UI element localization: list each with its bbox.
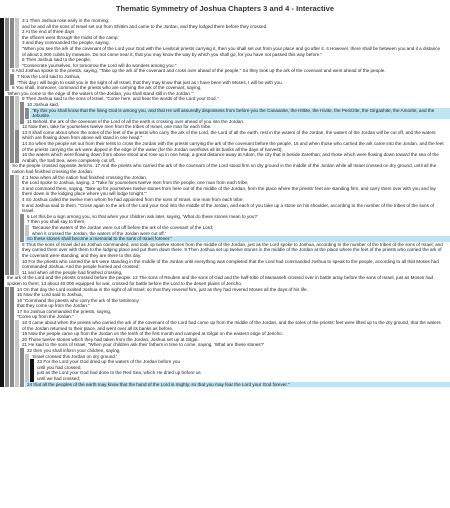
verse-row[interactable] [0, 141, 450, 152]
verse-text: 6 Let this be a sign among you, so that when your children ask later, saying, 'What do these stones mean to you?' [27, 213, 258, 219]
nesting-bar[interactable] [0, 242, 4, 259]
nesting-bar[interactable] [10, 141, 14, 152]
verse-text: 3:1 Then Joshua rose early in the morning; [22, 18, 110, 23]
nesting-bar[interactable] [15, 46, 19, 57]
verse-text: until you had crossed, [37, 364, 82, 370]
verse-text: "By this you shall know that the living God is among you, and that He will assuredly dispossess from before you the Canaanite, the Hittite, the Hivite, the Perizzite, the Girgashite, the Amorite, and the Jebusite. [30, 108, 450, 119]
verse-text: 22 then you shall inform your children, saying, [27, 348, 121, 354]
nesting-bars [0, 242, 20, 259]
verse-text: 5 Then Joshua said to the people, [22, 57, 92, 63]
verse-row[interactable] [0, 320, 450, 331]
nesting-bar[interactable] [5, 242, 9, 259]
nesting-bars [0, 152, 20, 163]
nesting-bar[interactable] [15, 242, 19, 259]
nesting-bar[interactable] [10, 203, 14, 214]
verse-text: 2 At the end of three days [22, 29, 75, 35]
verse-text: 3 and command them, saying, 'Take up for yourselves twelve stones from here out of the middle of the Jordan, from the place where the priests' feet are standing firm, and carry them over with you and lay them down in the lodging place where you will lodge tonight.'" [22, 185, 436, 197]
nesting-bar[interactable] [0, 320, 4, 331]
verse-text: 19 Now the people came up from the Jordan on the tenth of the first month and camped at Gilgal on the eastern edge of Jericho. [22, 331, 283, 337]
verse-text: So these stones shall become a memorial to the sons of Israel forever." [25, 236, 450, 242]
nesting-bars [0, 163, 10, 174]
nesting-bar[interactable] [5, 186, 9, 197]
verse-text: "This day I will begin to exalt you in the sight of all Israel, that they may know that just as I have been with Moses, I will be with you. [17, 79, 283, 85]
verse-text: 15 Now the Lord said to Joshua, [17, 292, 83, 298]
nesting-bar[interactable] [0, 152, 4, 163]
nesting-bars [0, 108, 30, 119]
verse-row[interactable] [0, 382, 450, 388]
nesting-bar[interactable] [5, 130, 9, 141]
verse-text: 4:1 Now when all the nation had finished crossing the Jordan, [22, 174, 148, 180]
nesting-bars [0, 382, 25, 388]
verse-text: 18 It came about when the priests who carried the ark of the covenant of the Lord had come up from the middle of the Jordan, and the soles of the priests' feet were lifted up to the dry ground, that the waters of the Jordan returned to their place, and went over all its banks as before. [22, 320, 441, 331]
nesting-bar[interactable] [5, 108, 9, 119]
verse-row[interactable] [0, 46, 450, 57]
verse-text: 23 For the Lord your God dried up the waters of the Jordan before you [37, 359, 181, 365]
verse-row[interactable] [0, 130, 450, 141]
verse-list [0, 18, 450, 387]
nesting-bar[interactable] [0, 163, 4, 174]
nesting-bar[interactable] [0, 108, 4, 119]
verse-text: 17 So Joshua commanded the priests, saying, [17, 308, 112, 314]
verse-row[interactable] [0, 108, 450, 119]
verse-text: the officers went through the midst of the camp; [22, 34, 119, 40]
nesting-bar[interactable] [15, 382, 19, 388]
verse-text: "When you see the ark of the covenant of the Lord your God with the Levitical priests carrying it, then you shall set out from your place and go after it. 4 However, there shall be between you and it a distance of about 2,000 cubits by measure. Do not come near it, that you may know the way by which you shall go, for you have not passed this way before." [22, 45, 441, 57]
verse-text: 7 then you shall say to them, [27, 219, 86, 225]
nesting-bar[interactable] [10, 382, 14, 388]
nesting-bar[interactable] [25, 108, 29, 119]
verse-text: the ark of the Lord and the priests crossed before the people. 12 The sons of Reuben and the sons of Gad and the half-tribe of Manasseh crossed over in battle array before the sons of Israel, just as Moses had spoken to them; 13 about 40,000 equipped for war, crossed for battle before the Lord to the desert plains of Jericho. [7, 275, 434, 286]
nesting-bars [0, 186, 20, 197]
nesting-bar[interactable] [0, 382, 4, 388]
nesting-bars [0, 259, 20, 270]
verse-text: 10 For the priests who carried the ark were standing in the middle of the Jordan until everything was completed that the Lord had commanded Joshua to speak to the people, according to all that Moses had commanded Joshua. And the people hurried and crossed; [22, 258, 439, 270]
verse-text: So the people crossed opposite Jericho. 17 And the priests who carried the ark of the covenant of the Lord stood firm on dry ground in the middle of the Jordan while all Israel crossed on dry ground, until all the nation had finished crossing the Jordan. [12, 163, 437, 175]
nesting-bar[interactable] [5, 141, 9, 152]
verse-text: 4 So Joshua called the twelve men whom he had appointed from the sons of Israel, one man from each tribe; [22, 197, 244, 202]
nesting-bar[interactable] [0, 203, 4, 214]
verse-text: the Lord spoke to Joshua, saying, 2 "Take for yourselves twelve men from the people, one man from each tribe, [22, 180, 249, 186]
verse-text: 12 Now then, take for yourselves twelve men from the tribes of Israel, one man for each tribe. [22, 124, 212, 130]
nesting-bar[interactable] [5, 259, 9, 270]
verse-text: 16 "Command the priests who carry the ark of the testimony [17, 297, 139, 303]
nesting-bar[interactable] [15, 259, 19, 270]
verse-text: 'Because the waters of the Jordan were cut off before the ark of the covenant of the Lord; [32, 224, 214, 230]
nesting-bar[interactable] [0, 141, 4, 152]
nesting-bar[interactable] [15, 152, 19, 163]
nesting-bar[interactable] [10, 320, 14, 331]
verse-text: 14 On that day the Lord exalted Joshua in the sight of all Israel; so that they revered him, just as they had revered Moses all the days of his life. [17, 286, 308, 292]
nesting-bar[interactable] [10, 108, 14, 119]
verse-text: 16 the waters which were flowing down from above stood and rose up in one heap, a great distance away at Adam, the city that is beside Zarethan; and those which were flowing down toward the sea of the Arabah, the Salt Sea, were completely cut off. [22, 152, 439, 163]
verse-text: 24 that all the peoples of the earth may know that the hand of the Lord is mighty, so that you may fear the Lord your God forever." [25, 382, 450, 388]
nesting-bar[interactable] [15, 320, 19, 331]
nesting-bar[interactable] [0, 259, 4, 270]
verse-row[interactable] [0, 186, 450, 197]
verse-text: 11 and when all the people had finished crossing, [22, 269, 123, 275]
verse-text: 9 Then Joshua said to the sons of Israel, "Come here, and hear the words of the Lord your God." [22, 96, 219, 102]
nesting-bar[interactable] [15, 108, 19, 119]
verse-text: 20 Those twelve stones which they had taken from the Jordan, Joshua set up at Gilgal. [22, 336, 199, 342]
nesting-bar[interactable] [10, 242, 14, 259]
verse-text: and he and all the sons of Israel set out from Shittim and came to the Jordan, and they lodged there before they crossed. [22, 23, 268, 29]
verse-text: when it crossed the Jordan, the waters of the Jordan were cut off.' [32, 230, 166, 236]
verse-row[interactable] [0, 275, 450, 286]
verse-text: 8 You shall, moreover, command the priests who are carrying the ark of the covenant, saying, [12, 85, 202, 91]
nesting-bars [0, 203, 20, 214]
nesting-bar[interactable] [20, 382, 24, 388]
verse-text: 13 It shall come about when the soles of the feet of the priests who carry the ark of the Lord, the Lord of all the earth, rest in the waters of the Jordan, the waters of the Jordan will be cut off, and the waters which are flowing down from above will stand in one heap." [22, 129, 436, 141]
nesting-bar[interactable] [15, 130, 19, 141]
page-title: Thematic Symmetry of Joshua Chapters 3 and 4 - Interactive [115, 4, 335, 13]
nesting-bar[interactable] [10, 259, 14, 270]
nesting-bar[interactable] [15, 203, 19, 214]
verse-text: 11 Behold, the ark of the covenant of the Lord of all the earth is crossing over ahead of you into the Jordan. [27, 118, 245, 124]
nesting-bar[interactable] [10, 46, 14, 57]
verse-text: 3 and they commanded the people, saying, [22, 40, 110, 46]
nesting-bars [0, 320, 20, 331]
verse-row[interactable] [0, 203, 450, 214]
verse-text: 10 Joshua said, [27, 101, 60, 107]
nesting-bar[interactable] [5, 152, 9, 163]
nesting-bar[interactable] [5, 163, 9, 174]
nesting-bars [0, 130, 20, 141]
verse-text: 14 So when the people set out from their tents to cross the Jordan with the priests carrying the ark of the covenant before the people, 15 and when those who carried the ark came into the Jordan, and the feet of the priests carrying the ark were dipped in the edge of the water (for the Jordan overflows all its banks all the days of harvest), [22, 141, 444, 152]
verse-text: just as the Lord your God had done to the Red Sea, which He dried up before us [37, 370, 201, 376]
verse-text: 'Israel crossed this Jordan on dry ground.' [32, 353, 117, 359]
verse-text: 6 And Joshua spoke to the priests, saying, "Take up the ark of the covenant and cross over ahead of the people." So they took up the ark of the covenant and went ahead of the people. [12, 68, 386, 74]
nesting-bar[interactable] [15, 186, 19, 197]
nesting-bar[interactable] [10, 130, 14, 141]
verse-text: 7 Now the Lord said to Joshua, [17, 73, 81, 79]
verse-text: 'When you come to the edge of the waters of the Jordan, you shall stand still in the Jordan.'" [7, 90, 194, 96]
verse-row[interactable] [0, 163, 450, 174]
verse-text: 8 Thus the sons of Israel did as Joshua commanded, and took up twelve stones from the middle of the Jordan, just as the Lord spoke to Joshua, according to the number of the tribes of the sons of Israel; and they carried them over with them to the lodging place and put them down there. 9 Then Joshua set up twelve stones in the middle of the Jordan at the place where the feet of the priests who carried the ark of the covenant were standing, and they are there to this day. [22, 241, 443, 258]
verse-row[interactable] [0, 242, 450, 259]
verse-text: that they come up from the Jordan." [17, 303, 90, 309]
verse-text: "Consecrate yourselves, for tomorrow the Lord will do wonders among you." [22, 62, 177, 68]
nesting-bar[interactable] [5, 382, 9, 388]
nesting-bar[interactable] [5, 203, 9, 214]
nesting-bar[interactable] [0, 130, 4, 141]
nesting-bar[interactable] [15, 141, 19, 152]
nesting-bar[interactable] [10, 186, 14, 197]
nesting-bar[interactable] [5, 320, 9, 331]
nesting-bar[interactable] [20, 108, 24, 119]
nesting-bar[interactable] [0, 275, 4, 286]
nesting-bar[interactable] [0, 186, 4, 197]
verse-row[interactable] [0, 259, 450, 270]
nesting-bar[interactable] [0, 46, 4, 57]
verse-text: 5 and Joshua said to them, "Cross again to the ark of the Lord your God into the middle of the Jordan, and each of you take up a stone on his shoulder, according to the number of the tribes of the sons of Israel. [22, 202, 435, 214]
verse-row[interactable] [0, 152, 450, 163]
verse-text: until we had crossed; [37, 376, 81, 381]
nesting-bars [0, 141, 20, 152]
verse-text: 21 He said to the sons of Israel, "When your children ask their fathers in time to come, saying, 'What are these stones?' [22, 342, 265, 348]
nesting-bar[interactable] [10, 152, 14, 163]
verse-text: "Come up from the Jordan." [17, 314, 74, 320]
nesting-bars [0, 46, 20, 57]
nesting-bar[interactable] [5, 46, 9, 57]
